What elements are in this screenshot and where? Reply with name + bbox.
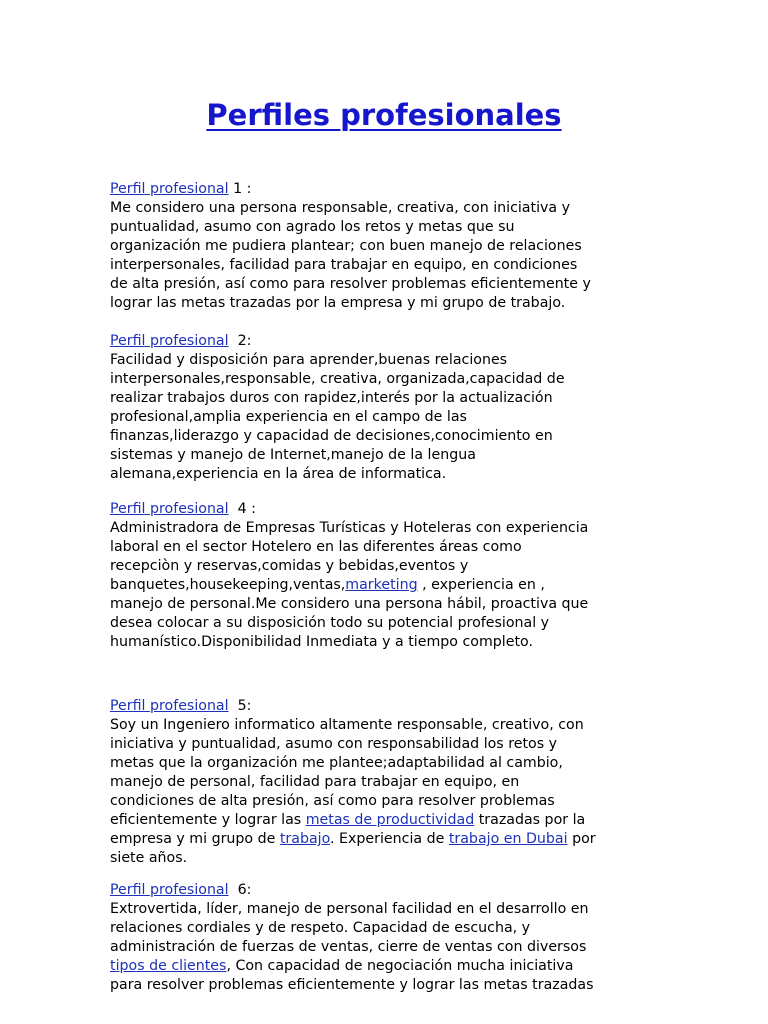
profile-number: 1 : xyxy=(228,181,252,197)
profile-link[interactable]: Perfil profesional xyxy=(110,501,229,517)
text-line: profesional,amplia experiencia en el campo de las xyxy=(110,409,467,425)
text-fragment: empresa y mi grupo de xyxy=(110,831,280,847)
text-line: interpersonales, facilidad para trabajar en equipo, en condiciones xyxy=(110,257,578,273)
metas-de-productividad-link[interactable]: metas de productividad xyxy=(305,812,475,828)
text-line xyxy=(110,576,660,595)
profile-section-4 xyxy=(110,500,660,652)
profile-link[interactable]: Perfil profesional xyxy=(110,698,229,714)
text-line: iniciativa y puntualidad, asumo con responsabilidad los retos y xyxy=(110,736,558,752)
profile-section-2 xyxy=(110,332,660,484)
profile-number: 6: xyxy=(228,882,252,898)
text-line: Soy un Ingeniero informatico altamente responsable, creativo, con xyxy=(110,717,584,733)
text-line xyxy=(110,830,660,849)
profile-section-6 xyxy=(110,881,660,995)
profile-number: 4 : xyxy=(228,501,256,517)
text-line: humanístico.Disponibilidad Inmediata y a tiempo completo. xyxy=(110,634,533,650)
profile-link[interactable]: Perfil profesional xyxy=(110,181,229,197)
profile-link[interactable]: Perfil profesional xyxy=(110,882,229,898)
profile-link[interactable]: Perfil profesional xyxy=(110,333,229,349)
text-line: puntualidad, asumo con agrado los retos y metas que su xyxy=(110,219,515,235)
text-line: manejo de personal, facilidad para trabajar en equipo, en xyxy=(110,774,520,790)
text-fragment: . Experiencia de xyxy=(330,831,449,847)
profile-section-1 xyxy=(110,180,660,313)
text-fragment: banquetes,housekeeping,ventas, xyxy=(110,577,346,593)
text-line: de alta presión, así como para resolver problemas eficientemente y xyxy=(110,276,591,292)
text-fragment: trazadas por la xyxy=(474,812,586,828)
text-line: metas que la organización me plantee;adaptabilidad al cambio, xyxy=(110,755,563,771)
text-line: laboral en el sector Hotelero en las diferentes áreas como xyxy=(110,539,522,555)
text-line: Administradora de Empresas Turísticas y Hoteleras con experiencia xyxy=(110,520,589,536)
text-line: interpersonales,responsable, creativa, organizada,capacidad de xyxy=(110,371,565,387)
profile-heading xyxy=(110,180,660,199)
text-line: Extrovertida, líder, manejo de personal facilidad en el desarrollo en xyxy=(110,901,589,917)
text-line: siete años. xyxy=(110,850,188,866)
text-line: manejo de personal.Me considero una persona hábil, proactiva que xyxy=(110,596,589,612)
trabajo-link[interactable]: trabajo xyxy=(279,831,331,847)
text-fragment: por xyxy=(567,831,596,847)
text-fragment: , Con capacidad de negociación mucha iniciativa xyxy=(226,958,574,974)
text-line: administración de fuerzas de ventas, cierre de ventas con diversos xyxy=(110,939,587,955)
text-line: lograr las metas trazadas por la empresa y mi grupo de trabajo. xyxy=(110,295,566,311)
text-line: organización me pudiera plantear; con buen manejo de relaciones xyxy=(110,238,582,254)
text-line: para resolver problemas eficientemente y lograr las metas trazadas xyxy=(110,977,594,993)
text-fragment: eficientemente y lograr las xyxy=(110,812,306,828)
profile-section-5 xyxy=(110,697,660,868)
text-line: alemana,experiencia en la área de informatica. xyxy=(110,466,447,482)
profile-heading xyxy=(110,500,660,519)
tipos-de-clientes-link[interactable]: tipos de clientes xyxy=(110,958,227,974)
text-fragment: , experiencia en , xyxy=(417,577,545,593)
text-line: condiciones de alta presión, así como para resolver problemas xyxy=(110,793,555,809)
profile-number: 2: xyxy=(228,333,252,349)
text-line: sistemas y manejo de Internet,manejo de la lengua xyxy=(110,447,476,463)
text-line xyxy=(110,957,660,976)
text-line: Facilidad y disposición para aprender,buenas relaciones xyxy=(110,352,508,368)
trabajo-en-dubai-link[interactable]: trabajo en Dubai xyxy=(448,831,568,847)
profile-heading xyxy=(110,332,660,351)
profile-heading xyxy=(110,697,660,716)
text-line xyxy=(110,811,660,830)
marketing-link[interactable]: marketing xyxy=(345,577,418,593)
profile-heading xyxy=(110,881,660,900)
profile-number: 5: xyxy=(228,698,252,714)
text-line: Me considero una persona responsable, creativa, con iniciativa y xyxy=(110,200,571,216)
text-line: finanzas,liderazgo y capacidad de decisiones,conocimiento en xyxy=(110,428,553,444)
page-title: Perfiles profesionales xyxy=(206,98,562,132)
text-line: relaciones cordiales y de respeto. Capacidad de escucha, y xyxy=(110,920,531,936)
text-line: realizar trabajos duros con rapidez,interés por la actualización xyxy=(110,390,553,406)
text-line: recepciòn y reservas,comidas y bebidas,eventos y xyxy=(110,558,469,574)
text-line: desea colocar a su disposición todo su potencial profesional y xyxy=(110,615,550,631)
